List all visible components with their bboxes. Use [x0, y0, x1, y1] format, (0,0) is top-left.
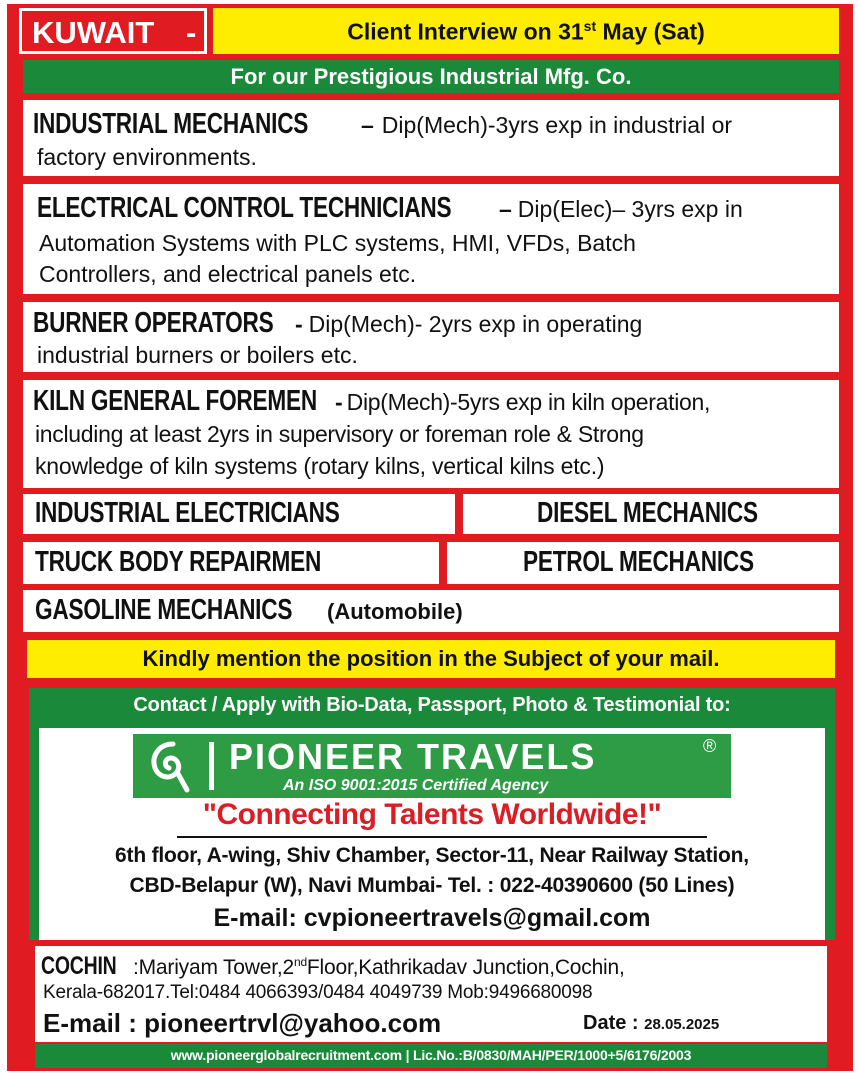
position-title: TRUCK BODY REPAIRMEN	[35, 546, 322, 578]
job-dash: –	[499, 196, 512, 222]
country-label-box	[19, 8, 207, 54]
job-industrial-mechanics	[23, 100, 839, 176]
interview-banner	[213, 8, 839, 54]
email-label: E-mail:	[213, 904, 304, 932]
country-dash: -	[186, 15, 197, 50]
cochin-email-label: E-mail :	[43, 1008, 145, 1038]
job-dash: -	[335, 389, 343, 415]
cochin-line1-sup: nd	[293, 955, 307, 969]
footer-text: www.pioneerglobalrecruitment.com | Lic.No.:B/0830/MAH/PER/1000+5/6176/2003	[170, 1047, 692, 1063]
job-desc-line2: including at least 2yrs in supervisory or foreman role & Strong	[35, 421, 644, 447]
position-title: INDUSTRIAL ELECTRICIANS	[35, 497, 340, 529]
job-desc-line2: Automation Systems with PLC systems, HMI, VFDs, Batch	[39, 230, 636, 256]
interview-date-suffix: May (Sat)	[596, 18, 705, 45]
email-line	[39, 904, 825, 933]
date-line	[583, 1012, 719, 1035]
interview-date-prefix: Client Interview on 31	[347, 18, 584, 45]
apply-banner: Contact / Apply with Bio-Data, Passport, Photo & Testimonial to:	[133, 694, 731, 716]
slogan-underline	[177, 836, 707, 838]
job-desc-line1: Dip(Mech)-5yrs exp in kiln operation,	[346, 389, 711, 415]
job-desc-line1: Dip(Mech)-3yrs exp in industrial or	[381, 112, 733, 138]
position-title: DIESEL MECHANICS	[537, 497, 758, 529]
job-title: INDUSTRIAL MECHANICS	[33, 108, 309, 140]
cochin-email-address[interactable]: pioneertrvl@yahoo.com	[144, 1008, 442, 1038]
job-title: BURNER OPERATORS	[33, 307, 274, 339]
agency-logo	[133, 734, 731, 798]
position-diesel-mechanics	[463, 494, 839, 534]
cochin-address-line2: Kerala-682017.Tel:0484 4066393/0484 4049739 Mob:9496680098	[43, 982, 593, 1003]
iso-tagline: An ISO 9001:2015 Certified Agency	[283, 777, 549, 794]
job-title: ELECTRICAL CONTROL TECHNICIANS	[37, 192, 452, 224]
job-advertisement	[7, 4, 853, 1071]
position-note: (Automobile)	[327, 599, 463, 624]
job-burner-operators	[23, 302, 839, 372]
email-address[interactable]: cvpioneertravels@gmail.com	[303, 904, 651, 932]
job-desc-line3: knowledge of kiln systems (rotary kilns, vertical kilns etc.)	[35, 453, 605, 479]
job-dash: -	[295, 311, 303, 337]
job-kiln-general-foremen	[23, 380, 839, 488]
job-electrical-control-technicians	[23, 184, 839, 294]
address-line2: CBD-Belapur (W), Navi Mumbai- Tel. : 022-40390600 (50 Lines)	[129, 874, 735, 897]
company-banner-text: For our Prestigious Industrial Mfg. Co.	[230, 64, 632, 89]
date-label: Date :	[583, 1012, 645, 1034]
job-desc-line2: industrial burners or boilers etc.	[37, 342, 358, 368]
position-title: GASOLINE MECHANICS	[35, 594, 293, 626]
cochin-office	[35, 946, 827, 1042]
notice-text: Kindly mention the position in the Subject of your mail.	[142, 646, 720, 671]
address-line1: 6th floor, A-wing, Shiv Chamber, Sector-11, Near Railway Station,	[115, 844, 749, 867]
cochin-line1-suffix: Floor,Kathrikadav Junction,Cochin,	[306, 956, 625, 979]
position-petrol-mechanics	[447, 542, 839, 584]
position-truck-body-repairmen	[23, 542, 439, 584]
cochin-label: COCHIN	[41, 952, 117, 980]
country-label: KUWAIT	[32, 15, 155, 50]
cochin-email-line	[43, 1008, 441, 1039]
logo-divider	[209, 742, 214, 790]
cochin-line1-prefix: :Mariyam Tower,2	[133, 956, 294, 979]
agency-emblem-icon	[143, 736, 203, 796]
job-desc-line3: Controllers, and electrical panels etc.	[39, 261, 417, 287]
company-banner	[23, 60, 839, 93]
position-gasoline-mechanics	[23, 590, 839, 632]
cochin-address-line1	[133, 955, 625, 980]
job-desc-line1: Dip(Elec)– 3yrs exp in	[517, 196, 743, 222]
date-value: 28.05.2025	[644, 1016, 720, 1033]
slogan: "Connecting Talents Worldwide!"	[202, 798, 662, 831]
contact-card	[39, 728, 825, 940]
interview-text	[347, 18, 705, 46]
footer-banner	[35, 1044, 827, 1068]
job-desc-line1: Dip(Mech)- 2yrs exp in operating	[308, 311, 643, 337]
position-industrial-electricians	[23, 494, 455, 534]
interview-date-sup: st	[583, 18, 597, 34]
job-desc-line2: factory environments.	[37, 144, 257, 170]
agency-name: PIONEER TRAVELS	[229, 736, 597, 777]
mail-subject-notice	[27, 640, 835, 678]
contact-section	[29, 688, 835, 940]
job-dash: –	[361, 112, 374, 138]
position-title: PETROL MECHANICS	[523, 546, 754, 578]
registered-mark: ®	[703, 736, 717, 756]
job-title: KILN GENERAL FOREMEN	[33, 385, 317, 417]
